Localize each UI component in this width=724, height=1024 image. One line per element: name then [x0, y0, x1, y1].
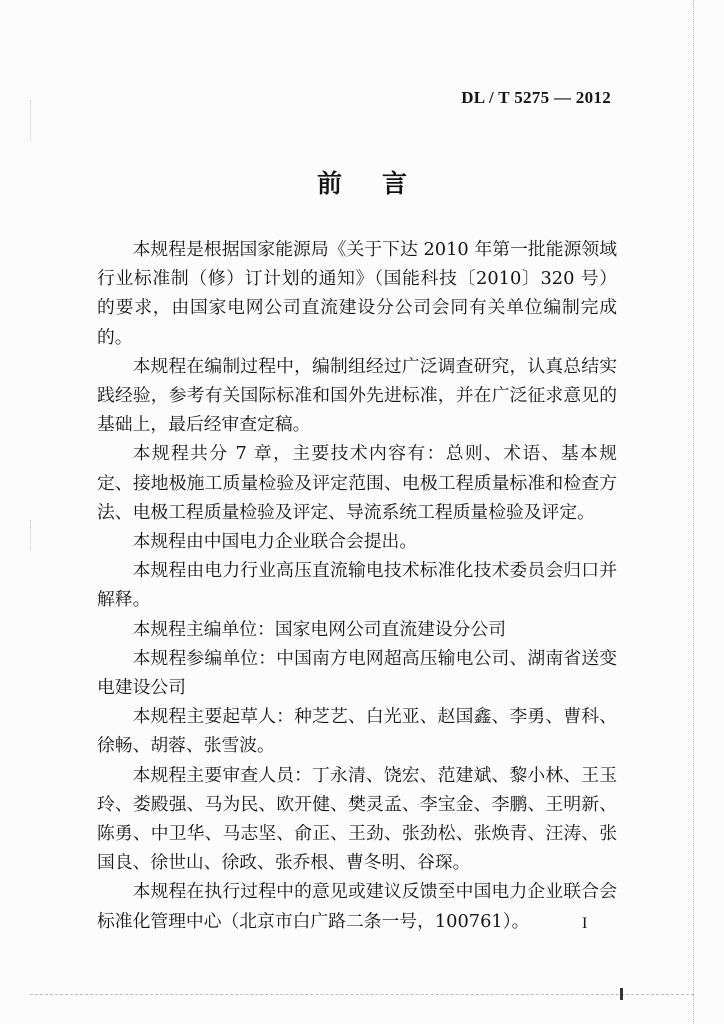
page-number: I — [582, 915, 588, 932]
paragraph-basis: 本规程是根据国家能源局《关于下达 2010 年第一批能源领域行业标准制（修）订计划的通知》（国能科技〔2010〕320 号）的要求，由国家电网公司直流建设分公司会同有关单位编制完成的。 — [97, 239, 617, 348]
paragraph-reviewers: 本规程主要审查人员：丁永清、饶宏、范建斌、黎小林、王玉玲、娄殿强、马为民、欧开健、樊灵孟、李宝金、李鹏、王明新、陈勇、中卫华、马志坚、俞正、王劲、张劲松、张焕青、汪涛、张国良、徐世山、徐政、张乔根、曹冬明、谷琛。 — [97, 764, 617, 874]
scan-mark-left-middle — [30, 520, 31, 550]
paragraph-contents: 本规程共分 7 章，主要技术内容有：总则、术语、基本规定、接地极施工质量检验及评定范围、电极工程质量标准和检查方法、电极工程质量检验及评定、导流系统工程质量检验及评定。 — [97, 443, 617, 523]
scan-edge-bottom — [30, 994, 694, 995]
scan-mark-bottom — [620, 988, 623, 1000]
paragraph-participants: 本规程参编单位：中国南方电网超高压输电公司、湖南省送变电建设公司 — [97, 647, 617, 699]
paragraph-feedback: 本规程在执行过程中的意见或建议反馈至中国电力企业联合会标准化管理中心（北京市白广路二条一号，100761）。 — [97, 881, 617, 932]
scan-edge-right — [693, 0, 694, 1024]
paragraph-chief-editor: 本规程主编单位：国家电网公司直流建设分公司 — [132, 618, 507, 640]
page-title: 前言 — [316, 169, 447, 198]
scan-mark-left-top — [30, 100, 31, 140]
paragraph-process: 本规程在编制过程中，编制组经过广泛调查研究，认真总结实践经验，参考有关国际标准和国外先进标准，并在广泛征求意见的基础上，最后经审查定稿。 — [97, 355, 617, 436]
body-text — [97, 235, 617, 936]
paragraph-drafters: 本规程主要起草人：种芝艺、白光亚、赵国鑫、李勇、曹科、徐畅、胡蓉、张雪波。 — [97, 706, 617, 757]
paragraph-interpretation: 本规程由电力行业高压直流输电技术标准化技术委员会归口并解释。 — [97, 560, 617, 611]
document-code: DL / T 5275 — 2012 — [461, 88, 611, 107]
paragraph-proposer: 本规程由中国电力企业联合会提出。 — [132, 531, 418, 553]
